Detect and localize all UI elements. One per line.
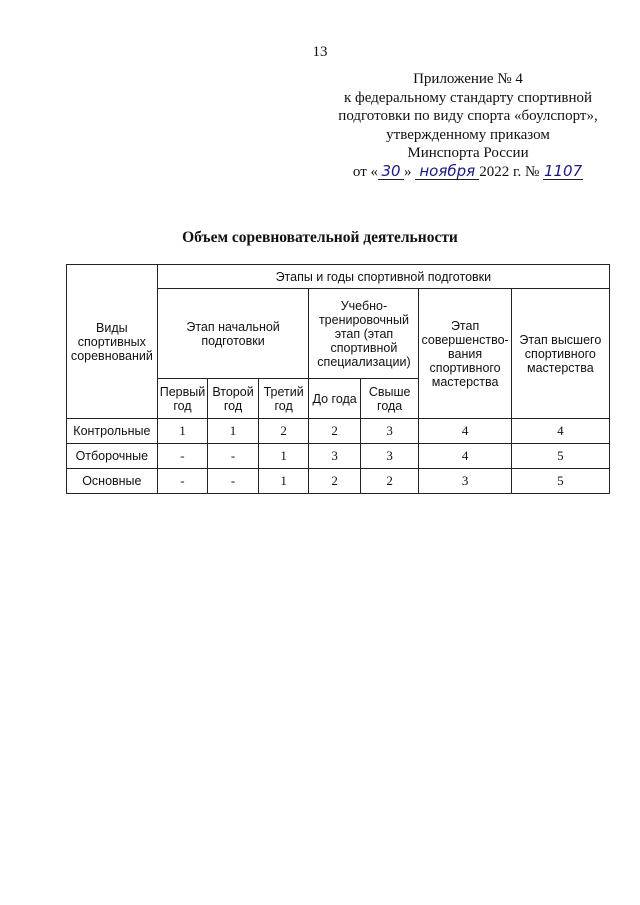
table-cell: - <box>157 469 208 494</box>
table-cell: 2 <box>360 469 419 494</box>
date-mid: » <box>404 163 412 180</box>
table-cell: 3 <box>309 444 360 469</box>
appendix-block <box>318 70 618 181</box>
stage-initial-header: Этап начальной подготовки <box>157 289 309 379</box>
table-cell: - <box>208 444 259 469</box>
table-cell: 4 <box>419 444 511 469</box>
group-header: Этапы и годы спортивной подготовки <box>157 265 609 289</box>
table-cell: 1 <box>258 469 309 494</box>
table-cell: 3 <box>360 444 419 469</box>
table-cell: 4 <box>511 419 609 444</box>
table-row <box>67 469 610 494</box>
table-cell: 5 <box>511 444 609 469</box>
date-month-handwritten: ноября <box>415 163 479 180</box>
subheader-second-year: Второй год <box>208 379 259 419</box>
appendix-line: к федеральному стандарту спортивной <box>343 89 593 106</box>
table-cell: 3 <box>360 419 419 444</box>
date-prefix: от « <box>352 163 379 180</box>
table-cell: 1 <box>208 419 259 444</box>
table-row <box>67 419 610 444</box>
table-cell: 2 <box>309 419 360 444</box>
row-label: Отборочные <box>67 444 158 469</box>
subheader-third-year: Третий год <box>258 379 309 419</box>
competition-volume-table <box>66 264 610 494</box>
table-row <box>67 444 610 469</box>
order-date-line <box>318 163 618 182</box>
date-year: 2022 г. № <box>479 163 540 180</box>
table-cell: - <box>208 469 259 494</box>
table-cell: 5 <box>511 469 609 494</box>
subheader-over-two: Свыше года <box>360 379 419 419</box>
subheader-first-year: Первый год <box>157 379 208 419</box>
page-number: 13 <box>312 44 328 60</box>
stage-higher-header: Этап высшего спортивного мастерства <box>511 289 609 419</box>
date-day-handwritten: 30 <box>378 163 404 180</box>
corner-header: Виды спортивных соревнований <box>67 265 158 419</box>
stage-training-header: Учебно-тренировочный этап (этап спортивной специализации) <box>309 289 419 379</box>
table-cell: 3 <box>419 469 511 494</box>
appendix-line: утвержденному приказом <box>386 126 550 143</box>
order-number-handwritten: 1107 <box>543 161 583 180</box>
row-label: Основные <box>67 469 158 494</box>
table-cell: 1 <box>258 444 309 469</box>
table-cell: 2 <box>309 469 360 494</box>
table-cell: 2 <box>258 419 309 444</box>
appendix-line: подготовки по виду спорта «боулспорт», <box>338 108 598 124</box>
table-cell: - <box>157 444 208 469</box>
appendix-line: Минспорта России <box>407 145 529 161</box>
document-title: Объем соревновательной деятельности <box>182 229 458 246</box>
subheader-up-to-two: До года <box>309 379 360 419</box>
row-label: Контрольные <box>67 419 158 444</box>
stage-improvement-header: Этап совершенство-вания спортивного мастерства <box>419 289 511 419</box>
table-cell: 4 <box>419 419 511 444</box>
table-cell: 1 <box>157 419 208 444</box>
appendix-title: Приложение № 4 <box>413 71 523 87</box>
